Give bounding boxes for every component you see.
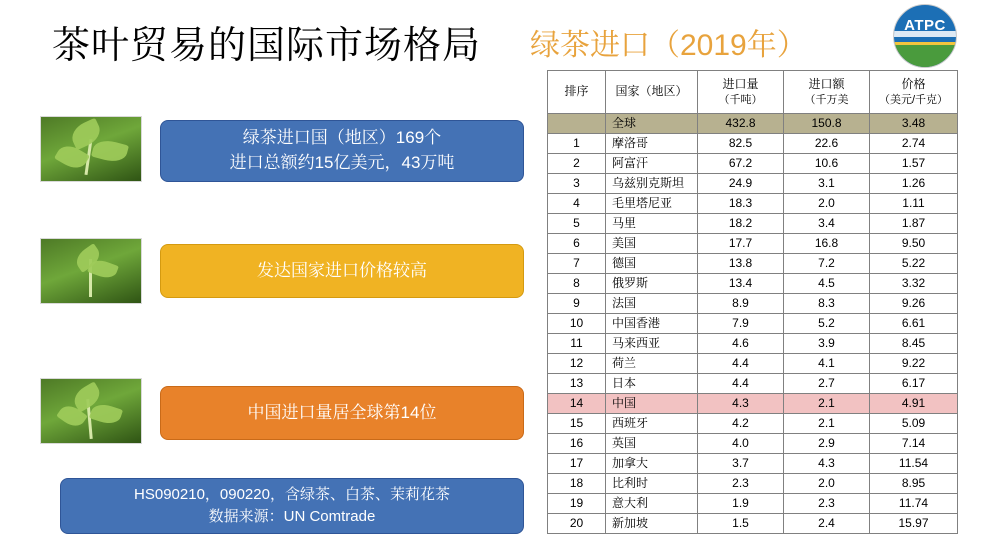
callout-line-1: 绿茶进口国（地区）169个 [242,128,442,148]
table-row [548,434,958,454]
page-subtitle: 绿茶进口（2019年） [530,29,807,62]
cell-rank: 20 [548,514,606,534]
cell-value: 2.0 [784,474,870,494]
cell-value: 5.2 [784,314,870,334]
cell-rank: 15 [548,414,606,434]
cell-rank: 16 [548,434,606,454]
table-header-row [548,71,958,114]
cell-country: 马里 [606,214,698,234]
cell-price: 9.22 [870,354,958,374]
table-row [548,454,958,474]
source-line-2: 数据来源：UN Comtrade [208,508,376,525]
cell-volume: 4.3 [698,394,784,414]
header-price [870,71,958,114]
cell-price: 3.32 [870,274,958,294]
header-price-main: 价格 [901,77,926,92]
cell-price: 15.97 [870,514,958,534]
table-row [548,314,958,334]
cell-volume: 3.7 [698,454,784,474]
cell-value: 150.8 [784,114,870,134]
cell-volume: 18.2 [698,214,784,234]
cell-volume: 4.0 [698,434,784,454]
cell-volume: 7.9 [698,314,784,334]
table-row [548,334,958,354]
cell-price: 3.48 [870,114,958,134]
callout-source-note [60,478,524,534]
cell-value: 3.9 [784,334,870,354]
cell-value: 22.6 [784,134,870,154]
cell-rank: 7 [548,254,606,274]
cell-volume: 17.7 [698,234,784,254]
table-row [548,274,958,294]
cell-price: 6.17 [870,374,958,394]
cell-country: 荷兰 [606,354,698,374]
cell-country: 新加坡 [606,514,698,534]
cell-rank: 4 [548,194,606,214]
cell-value: 10.6 [784,154,870,174]
cell-price: 5.09 [870,414,958,434]
cell-volume: 13.4 [698,274,784,294]
table-row [548,154,958,174]
cell-price: 1.11 [870,194,958,214]
cell-value: 8.3 [784,294,870,314]
logo-text: ATPC [904,17,946,34]
cell-country: 比利时 [606,474,698,494]
callout-importers-count [160,120,524,182]
cell-country: 中国 [606,394,698,414]
cell-price: 9.26 [870,294,958,314]
cell-price: 1.57 [870,154,958,174]
cell-price: 2.74 [870,134,958,154]
logo-band-green [894,45,956,67]
header-volume-main: 进口量 [722,77,759,92]
table-row [548,134,958,154]
cell-country: 全球 [606,114,698,134]
slide-title-bar [0,6,989,68]
cell-value: 4.5 [784,274,870,294]
cell-country: 乌兹别克斯坦 [606,174,698,194]
table-row [548,194,958,214]
header-price-unit: （美元/千克） [878,93,949,106]
cell-rank: 6 [548,234,606,254]
data-table [547,70,958,534]
header-rank: 排序 [548,71,606,114]
cell-value: 2.4 [784,514,870,534]
page-title: 茶叶贸易的国际市场格局 [52,25,482,67]
cell-country: 美国 [606,234,698,254]
cell-rank: 19 [548,494,606,514]
cell-value: 2.1 [784,414,870,434]
cell-rank: 17 [548,454,606,474]
cell-price: 11.74 [870,494,958,514]
cell-rank: 2 [548,154,606,174]
cell-rank [548,114,606,134]
table-body [548,114,958,534]
cell-volume: 13.8 [698,254,784,274]
cell-volume: 4.4 [698,354,784,374]
cell-volume: 4.4 [698,374,784,394]
leaf-shape [89,401,123,427]
table-row [548,494,958,514]
header-value [784,71,870,114]
cell-rank: 5 [548,214,606,234]
cell-volume: 8.9 [698,294,784,314]
table-row [548,414,958,434]
cell-country: 西班牙 [606,414,698,434]
table-row [548,374,958,394]
cell-rank: 14 [548,394,606,414]
cell-country: 毛里塔尼亚 [606,194,698,214]
cell-value: 4.3 [784,454,870,474]
cell-country: 加拿大 [606,454,698,474]
tea-leaf-photo-3 [40,378,142,444]
cell-rank: 11 [548,334,606,354]
cell-volume: 4.6 [698,334,784,354]
table-row [548,394,958,414]
cell-country: 英国 [606,434,698,454]
cell-price: 9.50 [870,234,958,254]
table-header [548,71,958,114]
cell-rank: 8 [548,274,606,294]
cell-country: 德国 [606,254,698,274]
header-value-unit: （千万美 [804,93,849,106]
cell-rank: 10 [548,314,606,334]
cell-volume: 1.5 [698,514,784,534]
header-volume-unit: （千吨） [718,93,763,106]
cell-price: 5.22 [870,254,958,274]
header-volume [698,71,784,114]
header-value-main: 进口额 [808,77,845,92]
tea-leaf-photo-2 [40,238,142,304]
cell-value: 2.0 [784,194,870,214]
cell-volume: 82.5 [698,134,784,154]
leaf-shape [91,137,129,165]
table-row [548,214,958,234]
table-row [548,354,958,374]
cell-rank: 3 [548,174,606,194]
cell-country: 日本 [606,374,698,394]
cell-volume: 24.9 [698,174,784,194]
cell-rank: 9 [548,294,606,314]
cell-country: 俄罗斯 [606,274,698,294]
cell-price: 8.95 [870,474,958,494]
cell-volume: 67.2 [698,154,784,174]
cell-volume: 2.3 [698,474,784,494]
cell-price: 11.54 [870,454,958,474]
cell-price: 8.45 [870,334,958,354]
cell-country: 马来西亚 [606,334,698,354]
table-row [548,514,958,534]
cell-country: 意大利 [606,494,698,514]
cell-value: 2.3 [784,494,870,514]
callout-text: 发达国家进口价格较高 [257,260,427,280]
cell-country: 阿富汗 [606,154,698,174]
cell-price: 1.26 [870,174,958,194]
cell-volume: 18.3 [698,194,784,214]
callout-line-2: 进口总额约15亿美元，43万吨 [229,153,455,172]
callout-developed-price [160,244,524,298]
cell-volume: 1.9 [698,494,784,514]
cell-value: 2.7 [784,374,870,394]
table-row [548,114,958,134]
cell-price: 6.61 [870,314,958,334]
cell-rank: 12 [548,354,606,374]
cell-country: 摩洛哥 [606,134,698,154]
cell-price: 1.87 [870,214,958,234]
cell-value: 2.1 [784,394,870,414]
cell-rank: 1 [548,134,606,154]
callout-text: 中国进口量居全球第14位 [247,402,437,422]
source-line-1: HS090210，090220，含绿茶、白茶、茉莉花茶 [134,486,450,504]
cell-value: 2.9 [784,434,870,454]
cell-value: 3.4 [784,214,870,234]
green-tea-import-table [547,70,957,534]
cell-value: 4.1 [784,354,870,374]
cell-value: 3.1 [784,174,870,194]
table-row [548,254,958,274]
cell-price: 7.14 [870,434,958,454]
cell-value: 16.8 [784,234,870,254]
cell-rank: 18 [548,474,606,494]
cell-country: 法国 [606,294,698,314]
cell-rank: 13 [548,374,606,394]
cell-value: 7.2 [784,254,870,274]
callout-china-rank [160,386,524,440]
cell-volume: 4.2 [698,414,784,434]
cell-volume: 432.8 [698,114,784,134]
table-row [548,294,958,314]
cell-country: 中国香港 [606,314,698,334]
table-row [548,474,958,494]
atpc-logo-icon [893,4,957,68]
tea-leaf-photo-1 [40,116,142,182]
table-row [548,234,958,254]
header-country: 国家（地区） [606,71,698,114]
cell-price: 4.91 [870,394,958,414]
table-row [548,174,958,194]
